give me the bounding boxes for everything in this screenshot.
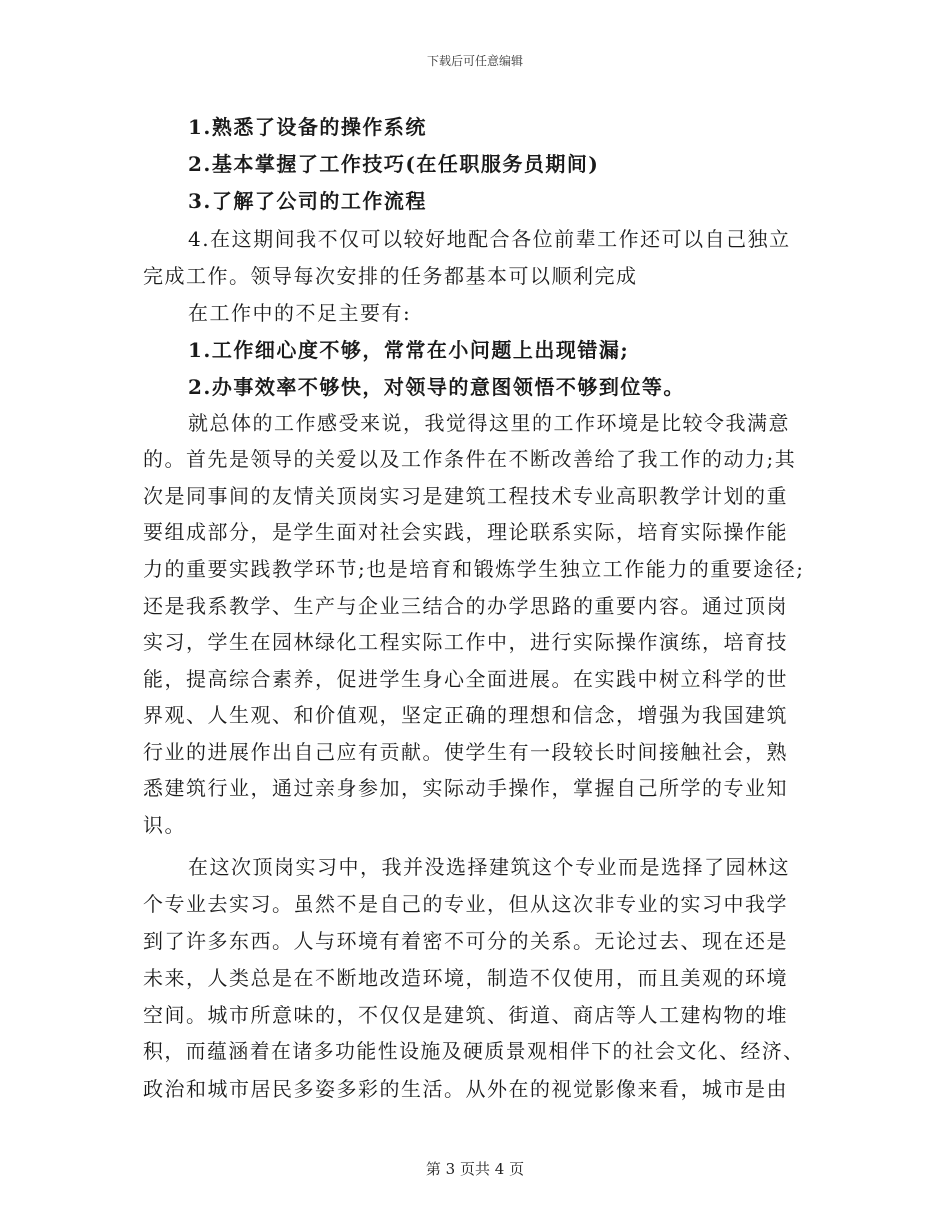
paragraph-line: 实习，学生在园林绿化工程实际工作中，进行实际操作演练，培育技 bbox=[143, 630, 788, 654]
paragraph-line: 还是我系教学、生产与企业三结合的办学思路的重要内容。通过顶岗 bbox=[143, 594, 788, 618]
paragraph-line: 识。 bbox=[143, 813, 186, 837]
list-item: 1.熟悉了设备的操作系统 bbox=[188, 115, 427, 139]
page-number: 第 3 页共 4 页 bbox=[425, 1160, 525, 1178]
paragraph-line: 4.在这期间我不仅可以较好地配合各位前辈工作还可以自己独立 bbox=[188, 227, 791, 251]
list-item: 2.基本掌握了工作技巧(在任职服务员期间) bbox=[188, 152, 600, 176]
list-item: 2.办事效率不够快，对领导的意图领悟不够到位等。 bbox=[188, 375, 685, 399]
paragraph-line: 在这次顶岗实习中，我并没选择建筑这个专业而是选择了园林这 bbox=[188, 855, 790, 879]
paragraph-line: 空间。城市所意味的，不仅仅是建筑、街道、商店等人工建构物的堆 bbox=[143, 1003, 788, 1027]
page-header: 下载后可任意编辑 bbox=[426, 54, 523, 68]
paragraph-line: 个专业去实习。虽然不是自己的专业，但从这次非专业的实习中我学 bbox=[143, 892, 788, 916]
paragraph-line: 界观、人生观、和价值观，坚定正确的理想和信念，增强为我国建筑 bbox=[143, 703, 788, 727]
paragraph-line: 的。首先是领导的关爱以及工作条件在不断改善给了我工作的动力;其 bbox=[143, 447, 797, 471]
paragraph-line: 行业的进展作出自己应有贡献。使学生有一段较长时间接触社会，熟 bbox=[143, 740, 788, 764]
paragraph-line: 就总体的工作感受来说，我觉得这里的工作环境是比较令我满意 bbox=[188, 411, 790, 435]
paragraph-line: 未来，人类总是在不断地改造环境，制造不仅使用，而且美观的环境 bbox=[143, 966, 788, 990]
paragraph-line: 要组成部分，是学生面对社会实践，理论联系实际，培育实际操作能 bbox=[143, 520, 788, 544]
paragraph-line: 政治和城市居民多姿多彩的生活。从外在的视觉影像来看，城市是由 bbox=[143, 1077, 788, 1101]
list-item: 1.工作细心度不够，常常在小问题上出现错漏; bbox=[188, 338, 630, 362]
paragraph-line: 悉建筑行业，通过亲身参加，实际动手操作，掌握自己所学的专业知 bbox=[143, 776, 788, 800]
paragraph-line: 次是同事间的友情关顶岗实习是建筑工程技术专业高职教学计划的重 bbox=[143, 484, 788, 508]
paragraph-line: 积，而蕴涵着在诸多功能性设施及硬质景观相伴下的社会文化、经济、 bbox=[143, 1039, 805, 1063]
section-label: 在工作中的不足主要有: bbox=[188, 301, 412, 325]
paragraph-line: 到了许多东西。人与环境有着密不可分的关系。无论过去、现在还是 bbox=[143, 929, 788, 953]
paragraph-line: 力的重要实践教学环节;也是培育和锻炼学生独立工作能力的重要途径; bbox=[143, 557, 805, 581]
list-item: 3.了解了公司的工作流程 bbox=[188, 189, 427, 213]
paragraph-line: 能，提高综合素养，促进学生身心全面进展。在实践中树立科学的世 bbox=[143, 667, 788, 691]
paragraph-line: 完成工作。领导每次安排的任务都基本可以顺利完成 bbox=[143, 264, 638, 288]
